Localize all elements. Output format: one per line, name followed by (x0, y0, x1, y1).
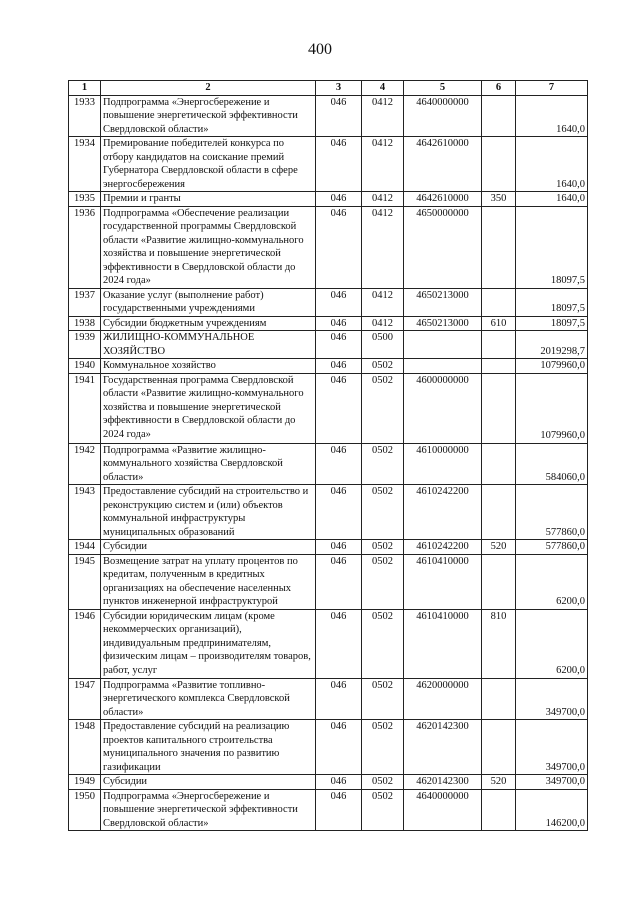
column-header-1: 1 (69, 81, 101, 96)
expense-type-code (482, 137, 516, 192)
ministry-code: 046 (316, 206, 362, 288)
table-row (69, 206, 588, 288)
section-code: 0502 (362, 609, 404, 678)
target-article-code: 4600000000 (404, 373, 482, 443)
section-code: 0502 (362, 554, 404, 609)
row-number: 1947 (69, 678, 101, 720)
row-name: Подпрограмма «Развитие жилищно-коммунального хозяйства Свердловской области» (101, 443, 316, 485)
ministry-code: 046 (316, 554, 362, 609)
column-header-3: 3 (316, 81, 362, 96)
amount: 1640,0 (516, 137, 588, 192)
header-row (69, 81, 588, 96)
ministry-code: 046 (316, 540, 362, 555)
amount: 1640,0 (516, 192, 588, 207)
expense-type-code: 610 (482, 316, 516, 331)
ministry-code: 046 (316, 775, 362, 790)
table-row (69, 316, 588, 331)
ministry-code: 046 (316, 331, 362, 359)
amount: 349700,0 (516, 775, 588, 790)
ministry-code: 046 (316, 95, 362, 137)
target-article-code: 4620000000 (404, 678, 482, 720)
row-name: Субсидии бюджетным учреждениям (101, 316, 316, 331)
row-name: Оказание услуг (выполнение работ) государственными учреждениями (101, 288, 316, 316)
table-row (69, 720, 588, 775)
ministry-code: 046 (316, 373, 362, 443)
amount: 349700,0 (516, 720, 588, 775)
amount: 584060,0 (516, 443, 588, 485)
section-code: 0502 (362, 789, 404, 831)
section-code: 0412 (362, 137, 404, 192)
table-row (69, 443, 588, 485)
target-article-code (404, 331, 482, 359)
target-article-code: 4640000000 (404, 789, 482, 831)
table-row (69, 137, 588, 192)
amount: 6200,0 (516, 554, 588, 609)
page-number: 400 (308, 41, 332, 58)
expense-type-code (482, 95, 516, 137)
ministry-code: 046 (316, 678, 362, 720)
row-number: 1934 (69, 137, 101, 192)
row-name: Подпрограмма «Энергосбережение и повышение энергетической эффективности Свердловской области» (101, 789, 316, 831)
target-article-code: 4610242200 (404, 485, 482, 540)
target-article-code: 4650213000 (404, 316, 482, 331)
table-row (69, 540, 588, 555)
section-code: 0502 (362, 540, 404, 555)
section-code: 0412 (362, 316, 404, 331)
table-row (69, 331, 588, 359)
row-number: 1935 (69, 192, 101, 207)
amount: 6200,0 (516, 609, 588, 678)
row-name: Возмещение затрат на уплату процентов по кредитам, полученным в кредитных организациях на обеспечение населенных пунктов инженерной инфраструктурой (101, 554, 316, 609)
column-header-4: 4 (362, 81, 404, 96)
amount: 18097,5 (516, 316, 588, 331)
row-number: 1933 (69, 95, 101, 137)
amount: 577860,0 (516, 485, 588, 540)
table-row (69, 775, 588, 790)
expense-type-code: 520 (482, 775, 516, 790)
row-name: ЖИЛИЩНО-КОММУНАЛЬНОЕ ХОЗЯЙСТВО (101, 331, 316, 359)
table-row (69, 373, 588, 443)
section-code: 0502 (362, 373, 404, 443)
table-row (69, 678, 588, 720)
row-name: Подпрограмма «Энергосбережение и повышение энергетической эффективности Свердловской области» (101, 95, 316, 137)
row-name: Премирование победителей конкурса по отбору кандидатов на соискание премий Губернатора Свердловской области в сфере энергосбережения (101, 137, 316, 192)
ministry-code: 046 (316, 137, 362, 192)
row-number: 1948 (69, 720, 101, 775)
expense-type-code (482, 789, 516, 831)
expense-type-code (482, 206, 516, 288)
section-code: 0502 (362, 678, 404, 720)
target-article-code: 4610242200 (404, 540, 482, 555)
row-number: 1939 (69, 331, 101, 359)
amount: 18097,5 (516, 206, 588, 288)
row-name: Субсидии (101, 540, 316, 555)
table-row (69, 192, 588, 207)
row-number: 1945 (69, 554, 101, 609)
expense-type-code (482, 331, 516, 359)
target-article-code: 4642610000 (404, 137, 482, 192)
target-article-code: 4650000000 (404, 206, 482, 288)
row-name: Субсидии юридическим лицам (кроме некоммерческих организаций), индивидуальным предпринимателям, физическим лицам – производителям товаров, работ, услуг (101, 609, 316, 678)
row-number: 1941 (69, 373, 101, 443)
column-header-2: 2 (101, 81, 316, 96)
row-number: 1946 (69, 609, 101, 678)
section-code: 0502 (362, 359, 404, 374)
target-article-code: 4610410000 (404, 554, 482, 609)
row-number: 1938 (69, 316, 101, 331)
row-number: 1950 (69, 789, 101, 831)
section-code: 0500 (362, 331, 404, 359)
table-row (69, 789, 588, 831)
row-name: Предоставление субсидий на строительство и реконструкцию систем и (или) объектов коммунальной инфраструктуры муниципальных образований (101, 485, 316, 540)
section-code: 0412 (362, 95, 404, 137)
expense-type-code (482, 288, 516, 316)
amount: 1079960,0 (516, 359, 588, 374)
column-header-6: 6 (482, 81, 516, 96)
row-number: 1942 (69, 443, 101, 485)
target-article-code: 4650213000 (404, 288, 482, 316)
table-row (69, 609, 588, 678)
ministry-code: 046 (316, 359, 362, 374)
amount: 1079960,0 (516, 373, 588, 443)
expense-type-code (482, 678, 516, 720)
target-article-code: 4620142300 (404, 720, 482, 775)
column-header-5: 5 (404, 81, 482, 96)
target-article-code: 4640000000 (404, 95, 482, 137)
column-header-7: 7 (516, 81, 588, 96)
expense-type-code: 520 (482, 540, 516, 555)
section-code: 0412 (362, 288, 404, 316)
expense-type-code: 810 (482, 609, 516, 678)
ministry-code: 046 (316, 720, 362, 775)
expense-type-code (482, 720, 516, 775)
ministry-code: 046 (316, 443, 362, 485)
row-number: 1940 (69, 359, 101, 374)
amount: 146200,0 (516, 789, 588, 831)
target-article-code: 4610000000 (404, 443, 482, 485)
table-row (69, 485, 588, 540)
section-code: 0502 (362, 443, 404, 485)
section-code: 0502 (362, 485, 404, 540)
ministry-code: 046 (316, 288, 362, 316)
amount: 349700,0 (516, 678, 588, 720)
row-name: Государственная программа Свердловской области «Развитие жилищно-коммунального хозяйства и повышение энергетической эффективности в Свердловской области до 2024 года» (101, 373, 316, 443)
expense-type-code (482, 359, 516, 374)
table-row (69, 288, 588, 316)
target-article-code: 4610410000 (404, 609, 482, 678)
row-name: Предоставление субсидий на реализацию проектов капитального строительства муниципального значения по развитию газификации (101, 720, 316, 775)
row-number: 1943 (69, 485, 101, 540)
row-number: 1949 (69, 775, 101, 790)
target-article-code: 4642610000 (404, 192, 482, 207)
table-body (69, 95, 588, 831)
expense-type-code (482, 443, 516, 485)
row-name: Коммунальное хозяйство (101, 359, 316, 374)
row-name: Подпрограмма «Развитие топливно-энергетического комплекса Свердловской области» (101, 678, 316, 720)
row-name: Субсидии (101, 775, 316, 790)
expense-type-code: 350 (482, 192, 516, 207)
amount: 1640,0 (516, 95, 588, 137)
target-article-code: 4620142300 (404, 775, 482, 790)
table-row (69, 554, 588, 609)
section-code: 0502 (362, 775, 404, 790)
ministry-code: 046 (316, 609, 362, 678)
target-article-code (404, 359, 482, 374)
section-code: 0412 (362, 192, 404, 207)
table-row (69, 359, 588, 374)
amount: 577860,0 (516, 540, 588, 555)
row-number: 1936 (69, 206, 101, 288)
ministry-code: 046 (316, 316, 362, 331)
row-name: Подпрограмма «Обеспечение реализации государственной программы Свердловской области «Развитие жилищно-коммунального хозяйства и повышение энергетической эффективности в Свердловской области до 2024 года» (101, 206, 316, 288)
amount: 2019298,7 (516, 331, 588, 359)
section-code: 0502 (362, 720, 404, 775)
row-name: Премии и гранты (101, 192, 316, 207)
ministry-code: 046 (316, 192, 362, 207)
ministry-code: 046 (316, 789, 362, 831)
budget-table (68, 80, 588, 831)
row-number: 1937 (69, 288, 101, 316)
ministry-code: 046 (316, 485, 362, 540)
row-number: 1944 (69, 540, 101, 555)
expense-type-code (482, 373, 516, 443)
table-row (69, 95, 588, 137)
expense-type-code (482, 485, 516, 540)
section-code: 0412 (362, 206, 404, 288)
expense-type-code (482, 554, 516, 609)
amount: 18097,5 (516, 288, 588, 316)
